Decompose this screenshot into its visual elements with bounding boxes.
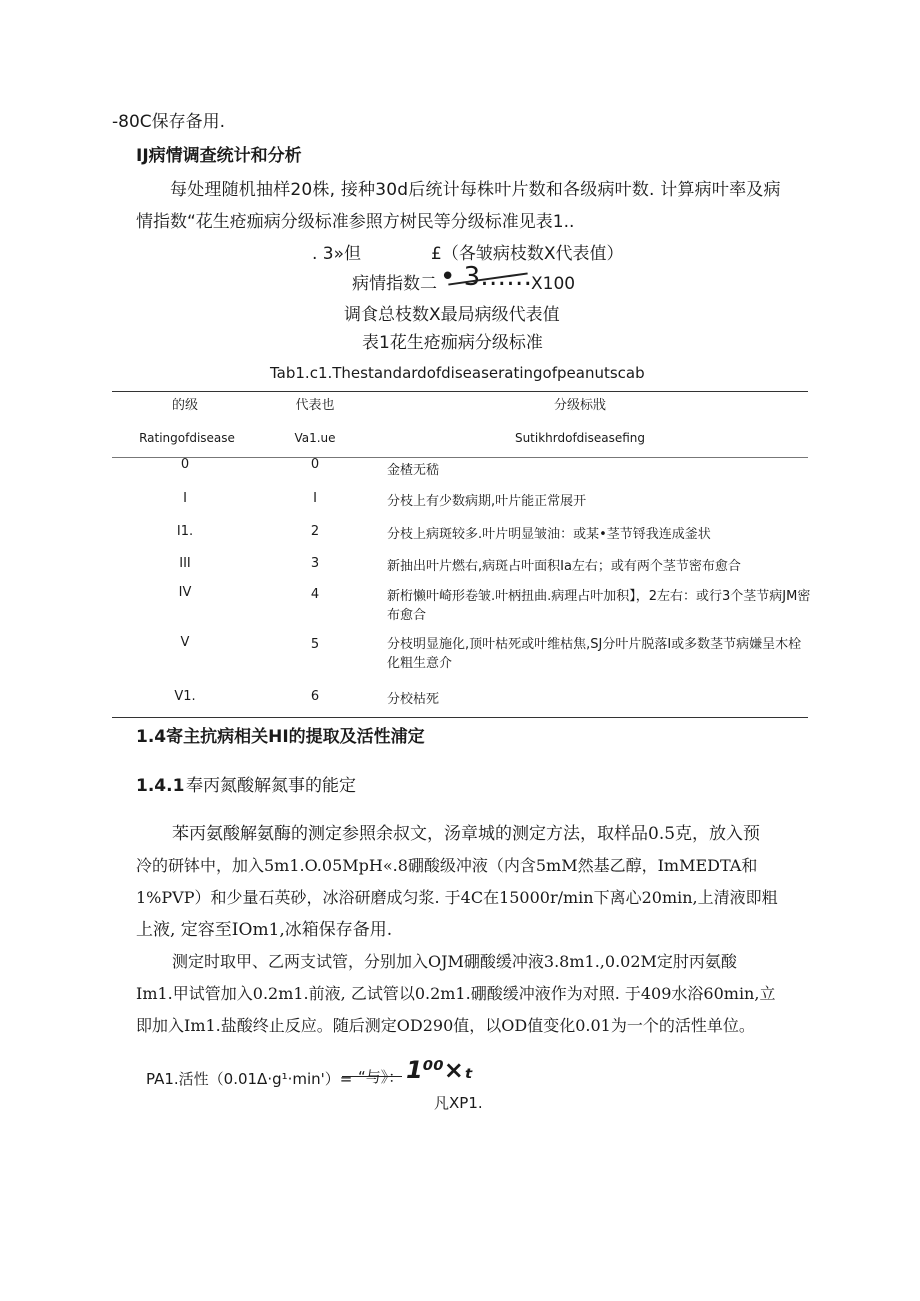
paragraph-3-line-1: 测定时取甲、乙两支试管，分别加入OJM硼酸缓冲液3.8m1.,0.02M定肘丙氨酸: [172, 952, 737, 971]
formula-2-big: 1⁰⁰×ₜ: [406, 1056, 474, 1084]
formula-1-numerator-left: . 3»但: [312, 244, 362, 264]
paragraph-2-line-3: 1%PVP）和少量石英砂，冰浴研磨成匀浆. 于4C在15000r∕min下离心20min,上清液即粗: [136, 888, 778, 907]
table-cell-grade: I: [183, 491, 187, 506]
section-heading-1-4: 1.4寄主抗病相关HI的提取及活性浦定: [136, 727, 425, 747]
paragraph-1-line-2: 情指数“花生疮痂病分级标准参照方树民等分级标准见表1..: [136, 212, 575, 232]
table-cell-grade: III: [179, 556, 191, 571]
table-header-grade-cn: 的级: [171, 398, 198, 413]
table-caption-cn: 表1花生疮痂病分级标准: [362, 333, 543, 353]
section-heading-1-4-1: 奉丙氮酸解氮事的能定: [186, 776, 356, 796]
paragraph-2-line-4: 上液, 定容至IOm1,冰箱保存备用.: [136, 920, 393, 940]
paragraph-3-line-3: 即加入Im1.盐酸终止反应。随后测定OD290值，以OD值变化0.01为一个的活性单位。: [136, 1016, 755, 1035]
table-cell-value: 2: [310, 524, 320, 539]
table-cell-value: 4: [310, 587, 320, 602]
table-top-rule: [112, 391, 808, 392]
table-cell-desc: 新抽出叶片燃右,病斑占叶面积Ia左右；或有两个茎节密布愈合: [387, 559, 741, 574]
paragraph-2-line-2: 冷的研钵中，加入5m1.O.05MpH«.8硼酸级冲液（内含5mM然基乙醇，ImMEDTA和: [136, 856, 758, 875]
table-cell-grade: V: [180, 635, 190, 650]
paragraph-1-line-1: 每处理随机抽样20株, 接种30d后统计每株叶片数和各级病叶数. 计算病叶率及病: [170, 180, 781, 200]
formula-2-mid: “与》：: [358, 1068, 404, 1086]
formula-2-left: PA1.活性（0.01Δ·g¹·min'）=: [146, 1070, 353, 1088]
table-caption-en: Tab1.c1.Thestandardofdiseaseratingofpeanutscab: [270, 364, 645, 382]
table-cell-desc: 金楂无嵇: [387, 463, 440, 478]
table-header-desc-cn: 分级标戕: [553, 398, 606, 413]
formula-1-numerator-right: £（各皱病枝数X代表值）: [431, 244, 624, 264]
table-cell-grade: I1.: [176, 524, 194, 539]
section-number-1-4-1: 1.4.1: [136, 776, 185, 796]
paragraph-3-line-2: Im1.甲试管加入0.2m1.前液, 乙试管以0.2m1.硼酸缓冲液作为对照. 于409水浴60min,立: [136, 984, 776, 1003]
table-cell-grade: 0: [180, 457, 190, 472]
table-cell-desc: 分枝上有少数病期,叶片能正常展开: [387, 494, 587, 509]
table-cell-desc: 新桁懒叶崎形卷皱.叶柄扭曲.病理占叶加积】，2左右：或行3个茎节病JM密布愈合: [387, 589, 811, 623]
table-cell-desc: 分枝明显施化,顶叶枯死或叶维枯焦,SJ分叶片脱落I或多数茎节病嫌呈木栓化粗生意介: [387, 637, 802, 671]
top-line-text: -80C保存备用.: [112, 112, 226, 132]
formula-1-label: 病情指数二: [352, 274, 437, 294]
formula-2-fraction-bar: [342, 1076, 402, 1077]
table-cell-value: 3: [310, 556, 320, 571]
table-cell-value: 5: [310, 637, 320, 652]
table-cell-grade: IV: [178, 585, 192, 600]
paragraph-2-line-1: 苯丙氨酸解氨酶的测定参照余叔文，汤章城的测定方法，取样品0.5克，放入预: [172, 824, 761, 844]
formula-1-denominator: 调食总枝数X最局病级代表值: [344, 305, 560, 325]
table-cell-value: 6: [310, 689, 320, 704]
table-cell-desc: 分校枯死: [387, 692, 440, 707]
formula-2-denominator: 凡XP1.: [434, 1094, 483, 1112]
table-header-desc-en: Sutikhrdofdiseasefing: [514, 431, 646, 445]
section-heading-1-3: IJ病情调查统计和分析: [136, 146, 302, 166]
table-header-value-cn: 代表也: [295, 398, 335, 413]
formula-1-fraction: • 3……: [440, 262, 533, 292]
table-header-value-en: Va1.ue: [294, 431, 336, 445]
table-cell-value: 0: [310, 457, 320, 472]
formula-1-multiplier: X100: [531, 274, 576, 294]
table-cell-desc: 分枝上病斑较多.叶片明显皱油：或某•茎节锊我连成釜状: [387, 527, 711, 542]
table-cell-value: I: [313, 491, 317, 506]
table-header-grade-en: Ratingofdisease: [139, 431, 235, 445]
table-bottom-rule: [112, 717, 808, 718]
table-cell-grade: V1.: [174, 689, 196, 704]
